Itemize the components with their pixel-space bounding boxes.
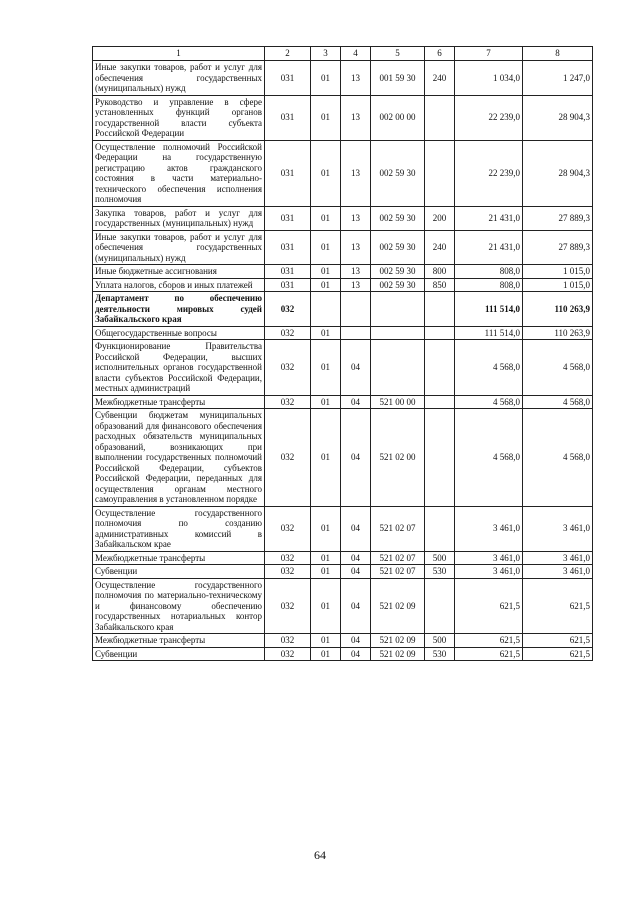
cell-c5: 521 02 07	[371, 565, 425, 579]
cell-c8: 1 015,0	[523, 278, 593, 292]
cell-c6: 500	[425, 551, 455, 565]
cell-c2: 032	[265, 395, 311, 409]
cell-c2: 032	[265, 326, 311, 340]
row-name-cell: Осуществление государственного полномочия по материально-техническому и финансовому обеспечению государственных нотариальных контор Забайкальского края	[93, 578, 265, 634]
cell-c7: 21 431,0	[455, 206, 523, 230]
table-row	[93, 278, 593, 292]
table-row	[93, 647, 593, 661]
cell-c2: 031	[265, 95, 311, 140]
row-name-cell: Межбюджетные трансферты	[93, 551, 265, 565]
cell-c5: 002 59 30	[371, 140, 425, 206]
cell-c2: 031	[265, 61, 311, 96]
cell-c6	[425, 292, 455, 327]
col-header: 8	[523, 47, 593, 61]
cell-c3: 01	[311, 551, 341, 565]
row-name-cell: Общегосударственные вопросы	[93, 326, 265, 340]
table-row	[93, 578, 593, 634]
cell-c4: 13	[341, 61, 371, 96]
cell-c8: 621,5	[523, 647, 593, 661]
cell-c6	[425, 140, 455, 206]
cell-c3: 01	[311, 278, 341, 292]
cell-c7: 21 431,0	[455, 230, 523, 265]
table-row	[93, 230, 593, 265]
cell-c3: 01	[311, 409, 341, 507]
table-row	[93, 634, 593, 648]
cell-c3: 01	[311, 395, 341, 409]
cell-c5	[371, 292, 425, 327]
cell-c4: 04	[341, 551, 371, 565]
cell-c5: 521 02 09	[371, 647, 425, 661]
cell-c2: 032	[265, 506, 311, 551]
cell-c7: 3 461,0	[455, 551, 523, 565]
cell-c3: 01	[311, 506, 341, 551]
row-name-cell: Осуществление государственного полномочия по созданию административных комиссий в Забайкальском крае	[93, 506, 265, 551]
cell-c7: 4 568,0	[455, 340, 523, 396]
row-name-cell: Субвенции	[93, 647, 265, 661]
col-header: 7	[455, 47, 523, 61]
cell-c8: 27 889,3	[523, 230, 593, 265]
cell-c4: 13	[341, 140, 371, 206]
cell-c7: 22 239,0	[455, 95, 523, 140]
row-name-cell: Иные бюджетные ассигнования	[93, 265, 265, 279]
cell-c6	[425, 340, 455, 396]
cell-c6: 200	[425, 206, 455, 230]
cell-c7: 621,5	[455, 647, 523, 661]
cell-c5: 521 02 00	[371, 409, 425, 507]
cell-c7: 1 034,0	[455, 61, 523, 96]
row-name-cell: Субвенции	[93, 565, 265, 579]
cell-c5: 002 59 30	[371, 206, 425, 230]
cell-c7: 3 461,0	[455, 506, 523, 551]
cell-c3: 01	[311, 95, 341, 140]
cell-c8: 621,5	[523, 634, 593, 648]
table-row	[93, 265, 593, 279]
cell-c3: 01	[311, 565, 341, 579]
cell-c6: 530	[425, 565, 455, 579]
cell-c4: 04	[341, 634, 371, 648]
cell-c5: 521 02 07	[371, 506, 425, 551]
cell-c7: 808,0	[455, 265, 523, 279]
cell-c3: 01	[311, 230, 341, 265]
cell-c3: 01	[311, 647, 341, 661]
cell-c7: 621,5	[455, 578, 523, 634]
row-name-cell: Руководство и управление в сфере установленных функций органов государственной власти субъекта Российской Федерации	[93, 95, 265, 140]
row-name-cell: Закупка товаров, работ и услуг для государственных (муниципальных) нужд	[93, 206, 265, 230]
cell-c6: 530	[425, 647, 455, 661]
col-header: 4	[341, 47, 371, 61]
cell-c6: 240	[425, 230, 455, 265]
cell-c4: 04	[341, 578, 371, 634]
cell-c6	[425, 409, 455, 507]
cell-c6: 800	[425, 265, 455, 279]
cell-c2: 031	[265, 206, 311, 230]
cell-c4	[341, 326, 371, 340]
cell-c2: 031	[265, 230, 311, 265]
cell-c2: 032	[265, 634, 311, 648]
cell-c6	[425, 506, 455, 551]
table-row	[93, 326, 593, 340]
cell-c3: 01	[311, 326, 341, 340]
table-row	[93, 95, 593, 140]
cell-c4: 04	[341, 409, 371, 507]
row-name-cell: Уплата налогов, сборов и иных платежей	[93, 278, 265, 292]
cell-c2: 031	[265, 278, 311, 292]
cell-c5: 002 59 30	[371, 278, 425, 292]
table-row	[93, 565, 593, 579]
table-row	[93, 409, 593, 507]
cell-c2: 032	[265, 340, 311, 396]
cell-c6: 240	[425, 61, 455, 96]
cell-c8: 110 263,9	[523, 292, 593, 327]
cell-c2: 032	[265, 647, 311, 661]
row-name-cell: Межбюджетные трансферты	[93, 395, 265, 409]
table-row	[93, 551, 593, 565]
cell-c5	[371, 326, 425, 340]
table-row	[93, 506, 593, 551]
cell-c6	[425, 578, 455, 634]
row-name-cell: Осуществление полномочий Российской Федерации на государственную регистрацию актов гражданского состояния в части материально-технического обеспечения исполнения полномочия	[93, 140, 265, 206]
cell-c6: 850	[425, 278, 455, 292]
cell-c8: 3 461,0	[523, 565, 593, 579]
col-header: 3	[311, 47, 341, 61]
cell-c8: 27 889,3	[523, 206, 593, 230]
table-row	[93, 292, 593, 327]
cell-c4	[341, 292, 371, 327]
budget-table	[92, 46, 593, 661]
cell-c7: 111 514,0	[455, 292, 523, 327]
cell-c8: 4 568,0	[523, 409, 593, 507]
cell-c7: 22 239,0	[455, 140, 523, 206]
cell-c3: 01	[311, 265, 341, 279]
cell-c2: 032	[265, 578, 311, 634]
cell-c5: 521 02 09	[371, 578, 425, 634]
cell-c8: 110 263,9	[523, 326, 593, 340]
col-header: 2	[265, 47, 311, 61]
cell-c8: 28 904,3	[523, 140, 593, 206]
table-body	[93, 61, 593, 661]
cell-c8: 3 461,0	[523, 506, 593, 551]
cell-c8: 621,5	[523, 578, 593, 634]
cell-c7: 621,5	[455, 634, 523, 648]
cell-c5: 002 00 00	[371, 95, 425, 140]
row-name-cell: Департамент по обеспечению деятельности мировых судей Забайкальского края	[93, 292, 265, 327]
cell-c5: 521 02 09	[371, 634, 425, 648]
cell-c3: 01	[311, 61, 341, 96]
cell-c3: 01	[311, 206, 341, 230]
cell-c5	[371, 340, 425, 396]
cell-c4: 04	[341, 565, 371, 579]
cell-c6	[425, 326, 455, 340]
cell-c8: 4 568,0	[523, 340, 593, 396]
cell-c8: 1 015,0	[523, 265, 593, 279]
cell-c7: 111 514,0	[455, 326, 523, 340]
cell-c4: 13	[341, 230, 371, 265]
cell-c8: 1 247,0	[523, 61, 593, 96]
cell-c7: 4 568,0	[455, 395, 523, 409]
cell-c5: 521 02 07	[371, 551, 425, 565]
table-row	[93, 340, 593, 396]
row-name-cell: Иные закупки товаров, работ и услуг для обеспечения государственных (муниципальных) нужд	[93, 61, 265, 96]
col-header: 5	[371, 47, 425, 61]
col-header: 1	[93, 47, 265, 61]
cell-c2: 031	[265, 140, 311, 206]
table-row	[93, 395, 593, 409]
cell-c7: 808,0	[455, 278, 523, 292]
table-row	[93, 206, 593, 230]
cell-c4: 04	[341, 647, 371, 661]
row-name-cell: Межбюджетные трансферты	[93, 634, 265, 648]
cell-c4: 13	[341, 278, 371, 292]
cell-c3: 01	[311, 634, 341, 648]
header-row	[93, 47, 593, 61]
cell-c5: 002 59 30	[371, 265, 425, 279]
cell-c4: 04	[341, 395, 371, 409]
cell-c5: 001 59 30	[371, 61, 425, 96]
cell-c4: 04	[341, 506, 371, 551]
cell-c7: 4 568,0	[455, 409, 523, 507]
cell-c8: 28 904,3	[523, 95, 593, 140]
cell-c3	[311, 292, 341, 327]
cell-c4: 04	[341, 340, 371, 396]
row-name-cell: Субвенции бюджетам муниципальных образований для финансового обеспечения расходных обязательств муниципальных образований, возникающих при выполнении государственных полномочий Российской Федерации, субъектов Российской Федерации, переданных для осуществления органам местного самоуправления в установленном порядке	[93, 409, 265, 507]
cell-c6: 500	[425, 634, 455, 648]
cell-c5: 521 00 00	[371, 395, 425, 409]
table-row	[93, 61, 593, 96]
cell-c2: 032	[265, 551, 311, 565]
row-name-cell: Иные закупки товаров, работ и услуг для обеспечения государственных (муниципальных) нужд	[93, 230, 265, 265]
cell-c7: 3 461,0	[455, 565, 523, 579]
cell-c4: 13	[341, 265, 371, 279]
cell-c2: 031	[265, 265, 311, 279]
cell-c3: 01	[311, 340, 341, 396]
cell-c8: 3 461,0	[523, 551, 593, 565]
col-header: 6	[425, 47, 455, 61]
cell-c3: 01	[311, 140, 341, 206]
cell-c4: 13	[341, 206, 371, 230]
page-number: 64	[314, 848, 326, 862]
cell-c2: 032	[265, 292, 311, 327]
cell-c2: 032	[265, 565, 311, 579]
cell-c6	[425, 395, 455, 409]
table-row	[93, 140, 593, 206]
cell-c3: 01	[311, 578, 341, 634]
cell-c8: 4 568,0	[523, 395, 593, 409]
cell-c2: 032	[265, 409, 311, 507]
cell-c6	[425, 95, 455, 140]
row-name-cell: Функционирование Правительства Российской Федерации, высших исполнительных органов государственной власти субъектов Российской Федерации, местных администраций	[93, 340, 265, 396]
cell-c5: 002 59 30	[371, 230, 425, 265]
cell-c4: 13	[341, 95, 371, 140]
